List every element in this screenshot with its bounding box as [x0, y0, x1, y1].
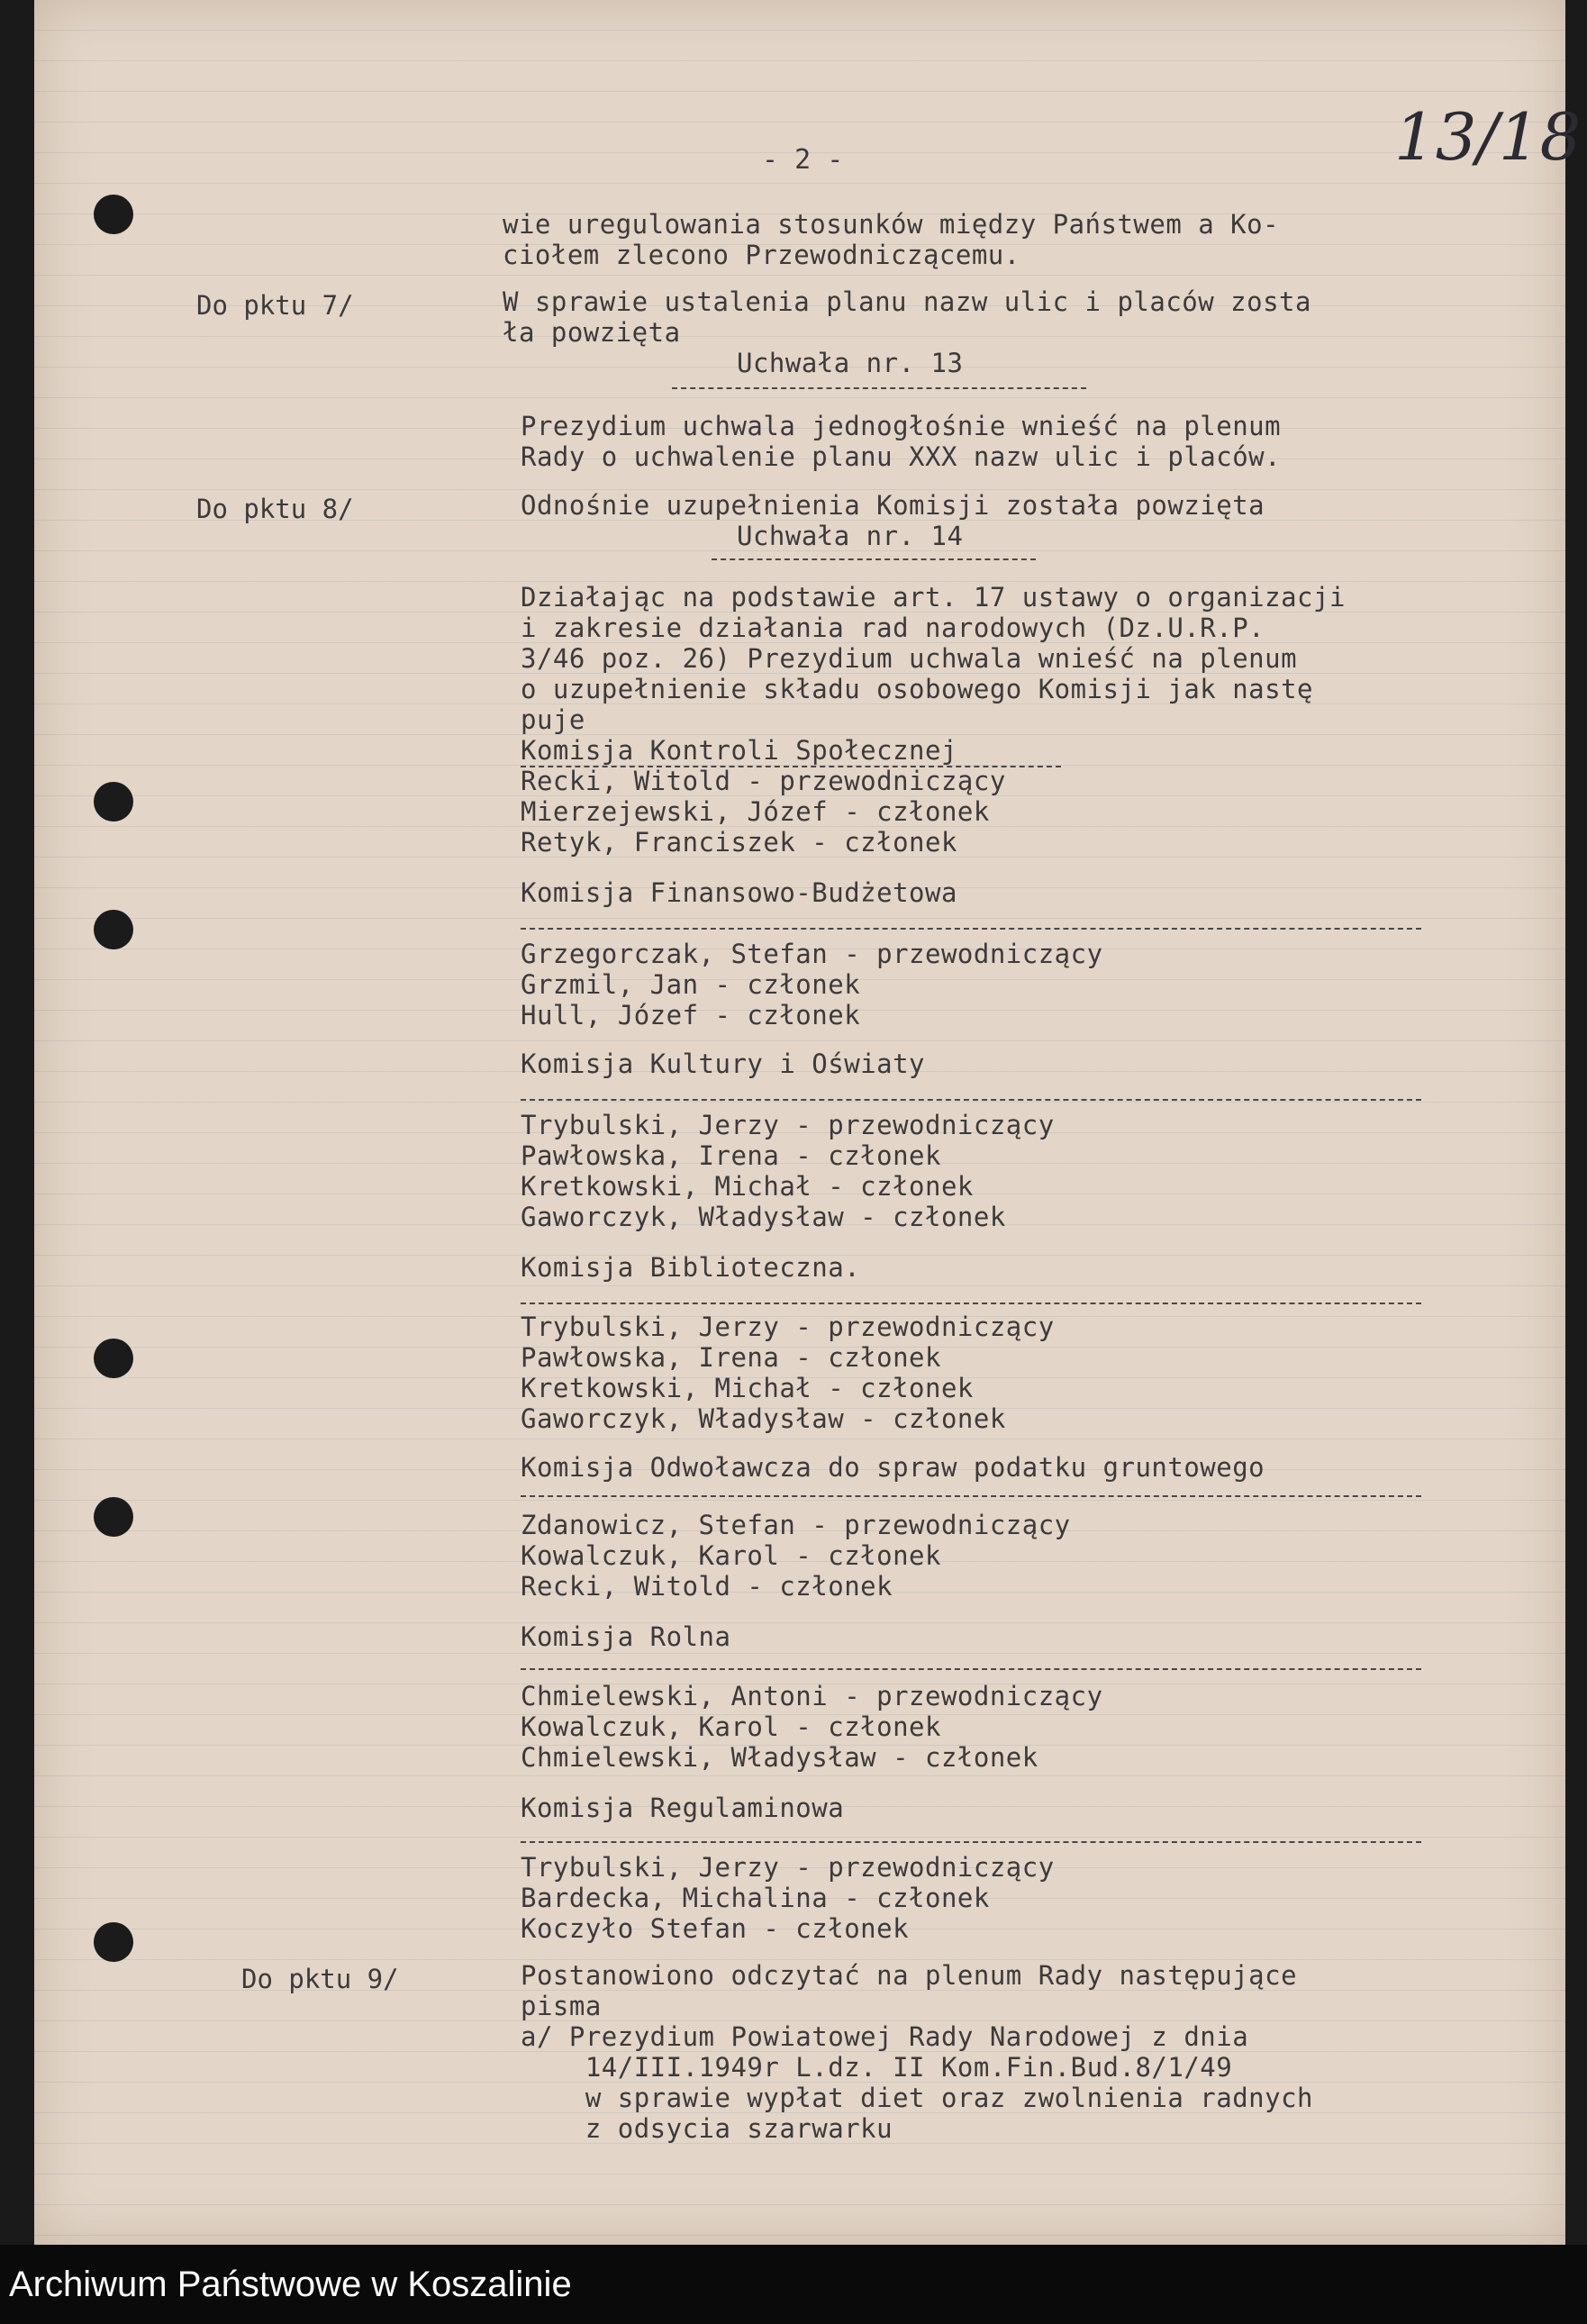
commission-member: Gaworczyk, Władysław - członek [521, 1403, 1006, 1434]
punch-hole [94, 910, 133, 949]
item9-text: Postanowiono odczytać na plenum Rady następujące [521, 1960, 1298, 1991]
commission-member: Hull, Józef - członek [521, 1000, 861, 1030]
commission-title: Komisja Kultury i Oświaty [521, 1049, 925, 1079]
item8-text: Odnośnie uzupełnienia Komisji została powzięta [521, 490, 1265, 521]
commission-title: Komisja Odwoławcza do spraw podatku gruntowego [521, 1452, 1265, 1483]
commission-member: Chmielewski, Władysław - członek [521, 1742, 1038, 1773]
resolution-13-title: Uchwała nr. 13 [737, 348, 964, 378]
commission-member: Chmielewski, Antoni - przewodniczący [521, 1681, 1103, 1711]
commission-title: Komisja Finansowo-Budżetowa [521, 877, 957, 908]
commission-title: Komisja Regulaminowa [521, 1793, 845, 1823]
punch-hole [94, 782, 133, 822]
commission-member: Recki, Witold - członek [521, 1571, 893, 1602]
punch-hole [94, 1339, 133, 1378]
item7-text: W sprawie ustalenia planu nazw ulic i placów zosta [503, 286, 1311, 317]
item7-text: ła powzięta [503, 317, 681, 348]
commission-member: Kowalczuk, Karol - członek [521, 1711, 941, 1742]
page-number: - 2 - [762, 144, 844, 176]
commission-member: Retyk, Franciszek - członek [521, 827, 957, 858]
resolution-14-body: puje [521, 704, 585, 735]
commission-member: Grzmil, Jan - członek [521, 969, 861, 1000]
resolution-14-body: Działając na podstawie art. 17 ustawy o organizacji [521, 582, 1346, 613]
resolution-14-body: i zakresie działania rad narodowych (Dz.U.R.P. [521, 613, 1265, 643]
divider [521, 1495, 1421, 1497]
commission-member: Trybulski, Jerzy - przewodniczący [521, 1110, 1055, 1140]
commission-member: Koczyło Stefan - członek [521, 1913, 910, 1944]
commission-member: Pawłowska, Irena - członek [521, 1140, 941, 1171]
item9-text: pisma [521, 1991, 602, 2021]
commission-member: Gaworczyk, Władysław - członek [521, 1202, 1006, 1232]
commission-member: Pawłowska, Irena - członek [521, 1342, 941, 1373]
resolution-13-body: Rady o uchwalenie planu XXX nazw ulic i placów. [521, 441, 1282, 472]
item-label-9: Do pktu 9/ [241, 1964, 399, 1994]
commission-member: Kretkowski, Michał - członek [521, 1373, 974, 1403]
resolution-14-title: Uchwała nr. 14 [737, 521, 964, 551]
archive-stamp: 13/18 [1394, 99, 1582, 175]
punch-hole [94, 1922, 133, 1962]
commission-title: Komisja Kontroli Społecznej [521, 735, 957, 766]
resolution-14-body: o uzupełnienie składu osobowego Komisji jak nastę [521, 674, 1314, 704]
commission-member: Trybulski, Jerzy - przewodniczący [521, 1852, 1055, 1883]
item9-subitem: a/ Prezydium Powiatowej Rady Narodowej z dnia [521, 2021, 1249, 2052]
divider [521, 1099, 1421, 1101]
resolution-13-body: Prezydium uchwala jednogłośnie wnieść na plenum [521, 411, 1282, 441]
commission-member: Mierzejewski, Józef - członek [521, 796, 990, 827]
divider [521, 1668, 1421, 1670]
commission-member: Trybulski, Jerzy - przewodniczący [521, 1312, 1055, 1342]
intro-line: ciołem zlecono Przewodniczącemu. [503, 240, 1020, 270]
document-page [34, 0, 1582, 2245]
commission-member: Kretkowski, Michał - członek [521, 1171, 974, 1202]
divider [521, 928, 1421, 930]
commission-member: Bardecka, Michalina - członek [521, 1883, 990, 1913]
punch-hole [94, 1497, 133, 1537]
commission-member: Zdanowicz, Stefan - przewodniczący [521, 1510, 1071, 1540]
item-label-8: Do pktu 8/ [196, 494, 354, 524]
commission-member: Kowalczuk, Karol - członek [521, 1540, 941, 1571]
footer-label: Archiwum Państwowe w Koszalinie [9, 2265, 572, 2304]
commission-member: Grzegorczak, Stefan - przewodniczący [521, 939, 1103, 969]
commission-title: Komisja Rolna [521, 1621, 731, 1652]
intro-line: wie uregulowania stosunków między Państwem a Ko- [503, 209, 1280, 240]
divider [712, 558, 1036, 560]
divider [521, 1841, 1421, 1843]
item-label-7: Do pktu 7/ [196, 290, 354, 321]
item9-subitem: w sprawie wypłat diet oraz zwolnienia radnych [521, 2083, 1314, 2113]
resolution-14-body: 3/46 poz. 26) Prezydium uchwala wnieść na plenum [521, 643, 1298, 674]
commission-member: Recki, Witold - przewodniczący [521, 766, 1006, 796]
divider [672, 387, 1086, 389]
divider [521, 1303, 1421, 1304]
archive-footer [0, 2245, 1587, 2324]
item9-subitem: z odsycia szarwarku [521, 2113, 893, 2144]
punch-hole [94, 195, 133, 234]
commission-title: Komisja Biblioteczna. [521, 1252, 861, 1283]
item9-subitem: 14/III.1949r L.dz. II Kom.Fin.Bud.8/1/49 [521, 2052, 1233, 2083]
